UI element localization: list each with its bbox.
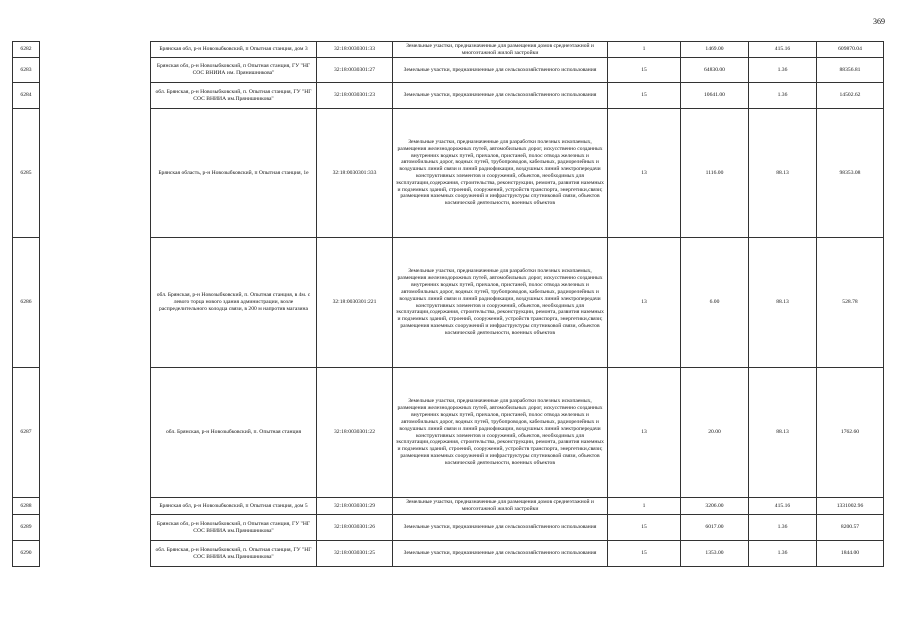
rate-cell: 88.13	[749, 109, 817, 238]
rate-cell: 1.36	[749, 541, 817, 567]
address-cell: Брянская обл, р-н Новозыбковский, п Опытная станция, ГУ "НГ СОС ВНИИА им.Прянишникова"	[151, 515, 317, 541]
rate-cell: 88.13	[749, 238, 817, 368]
area-cell: 1353.00	[681, 541, 749, 567]
row-number: 6285	[13, 109, 40, 238]
table-row	[13, 238, 884, 368]
land-use-cell: Земельные участки, предназначенные для сельскохозяйственного использования	[393, 83, 608, 109]
land-use-cell: Земельные участки, предназначенные для размещения домов среднеэтажной и многоэтажной жилой застройки	[393, 498, 608, 515]
address-cell: обл. Брянская, р-н Новозыбковский, п. Опытная станция, в 4м. с левого торца нового здания администрации, возле распределительного колодца связи, в 200 м напротив магазина	[151, 238, 317, 368]
cadastral-value-cell: 88356.81	[817, 58, 884, 83]
page-number: 369	[873, 17, 885, 26]
land-use-cell: Земельные участки, предназначенные для разработки полезных ископаемых, размещения железнодорожных путей, автомобильных дорог, искусственно созданных внутренних водных путей, причалов, пристаней, полос отвода железных и автомобильных дорог, водных путей, трубопроводов, кабельных, радиорелейных и воздушных линий связи и линий радиофикации, воздушных линий электропередачи конструктивных элементов и сооружений, объектов, необходимых для эксплуатации,содержания, строительства, реконструкции, ремонта, развития наземных и подземных зданий, строений, сооружений, устройств транспорта, энергетики,связи; размещения наземных сооружений и инфраструктуры спутниковой связи, объектов космической деятельности, военных объектов	[393, 109, 608, 238]
cadastral-value-cell: 528.78	[817, 238, 884, 368]
category-cell: 13	[608, 109, 681, 238]
cadastral-value-cell: 8200.57	[817, 515, 884, 541]
category-cell: 15	[608, 83, 681, 109]
table-row	[13, 515, 884, 541]
land-use-cell: Земельные участки, предназначенные для сельскохозяйственного использования	[393, 541, 608, 567]
land-registry-table	[12, 41, 884, 567]
cadastral-number-cell: 32:18:0030301:221	[317, 238, 393, 368]
rate-cell: 88.13	[749, 368, 817, 498]
row-number: 6290	[13, 541, 40, 567]
rate-cell: 1.36	[749, 515, 817, 541]
address-cell: обл. Брянская, р-н Новозыбковский, п. Опытная станция, ГУ "НГ СОС ВНИИА им.Прянишникова"	[151, 83, 317, 109]
category-cell: 1	[608, 42, 681, 58]
table-row	[13, 109, 884, 238]
rate-cell: 1.36	[749, 58, 817, 83]
area-cell: 1116.00	[681, 109, 749, 238]
address-cell: Брянская обл, р-н Новозыбковский, п Опытная станция, дом 3	[151, 42, 317, 58]
land-use-cell: Земельные участки, предназначенные для разработки полезных ископаемых, размещения железнодорожных путей, автомобильных дорог, искусственно созданных внутренних водных путей, причалов, пристаней, полос отвода железных и автомобильных дорог, водных путей, трубопроводов, кабельных, радиорелейных и воздушных линий связи и линий радиофикации, воздушных линий электропередачи конструктивных элементов и сооружений, объектов, необходимых для эксплуатации,содержания, строительства, реконструкции, ремонта, развития наземных и подземных зданий, строений, сооружений, устройств транспорта, энергетики,связи; размещения наземных сооружений и инфраструктуры спутниковой связи, объектов космической деятельности, военных объектов	[393, 368, 608, 498]
category-cell: 13	[608, 238, 681, 368]
table-row	[13, 58, 884, 83]
area-cell: 6017.00	[681, 515, 749, 541]
category-cell: 15	[608, 58, 681, 83]
cadastral-value-cell: 14502.62	[817, 83, 884, 109]
cadastral-number-cell: 32:18:0030301:22	[317, 368, 393, 498]
table-row	[13, 83, 884, 109]
row-number: 6287	[13, 368, 40, 498]
row-number: 6288	[13, 498, 40, 515]
table-row	[13, 541, 884, 567]
row-number: 6283	[13, 58, 40, 83]
land-use-cell: Земельные участки, предназначенные для сельскохозяйственного использования	[393, 58, 608, 83]
address-cell: обл. Брянская, р-н Новозыбковский, п. Опытная станция	[151, 368, 317, 498]
land-use-cell: Земельные участки, предназначенные для размещения домов среднеэтажной и многоэтажной жилой застройки	[393, 42, 608, 58]
area-cell: 6.00	[681, 238, 749, 368]
category-cell: 15	[608, 541, 681, 567]
cadastral-number-cell: 32:18:0030301:25	[317, 541, 393, 567]
area-cell: 1469.00	[681, 42, 749, 58]
address-cell: Брянская обл, р-н Новозыбковский, п Опытная станция, ГУ "НГ СОС ВНИИА им. Прянишникова"	[151, 58, 317, 83]
cadastral-value-cell: 98353.08	[817, 109, 884, 238]
cadastral-value-cell: 1331002.96	[817, 498, 884, 515]
area-cell: 20.00	[681, 368, 749, 498]
table-row	[13, 42, 884, 58]
area-cell: 64830.00	[681, 58, 749, 83]
cadastral-number-cell: 32:18:0030301:23	[317, 83, 393, 109]
row-number: 6284	[13, 83, 40, 109]
rate-cell: 415.16	[749, 42, 817, 58]
cadastral-number-cell: 32:18:0030301:33	[317, 42, 393, 58]
cadastral-value-cell: 1762.60	[817, 368, 884, 498]
row-number: 6289	[13, 515, 40, 541]
table-row	[13, 498, 884, 515]
category-cell: 1	[608, 498, 681, 515]
cadastral-number-cell: 32:18:0030301:26	[317, 515, 393, 541]
cadastral-number-cell: 32:18:0030301:333	[317, 109, 393, 238]
cadastral-number-cell: 32:18:0030301:27	[317, 58, 393, 83]
area-cell: 10641.00	[681, 83, 749, 109]
address-cell: обл. Брянская, р-н Новозыбковский, п. Опытная станция, ГУ "НГ СОС ВНИИА им.Прянишникова"	[151, 541, 317, 567]
address-cell: Брянская область, р-н Новозыбковский, п Опытная станция, 1е	[151, 109, 317, 238]
land-use-cell: Земельные участки, предназначенные для разработки полезных ископаемых, размещения железнодорожных путей, автомобильных дорог, искусственно созданных внутренних водных путей, причалов, пристаней, полос отвода железных и автомобильных дорог, водных путей, трубопроводов, кабельных, радиорелейных и воздушных линий связи и линий радиофикации, воздушных линий электропередачи конструктивных элементов и сооружений, объектов, необходимых для эксплуатации,содержания, строительства, реконструкции, ремонта, развития наземных и подземных зданий, строений, сооружений, устройств транспорта, энергетики,связи; размещения наземных сооружений и инфраструктуры спутниковой связи, объектов космической деятельности, военных объектов	[393, 238, 608, 368]
table-row	[13, 368, 884, 498]
category-cell: 13	[608, 368, 681, 498]
row-number: 6286	[13, 238, 40, 368]
cadastral-number-cell: 32:18:0030301:29	[317, 498, 393, 515]
cadastral-value-cell: 1844.00	[817, 541, 884, 567]
category-cell: 15	[608, 515, 681, 541]
rate-cell: 1.36	[749, 83, 817, 109]
cadastral-value-cell: 609870.04	[817, 42, 884, 58]
area-cell: 3206.00	[681, 498, 749, 515]
row-number: 6282	[13, 42, 40, 58]
rate-cell: 415.16	[749, 498, 817, 515]
land-use-cell: Земельные участки, предназначенные для сельскохозяйственного использования	[393, 515, 608, 541]
address-cell: Брянская обл, р-н Новозыбковский, п Опытная станция, дом 5	[151, 498, 317, 515]
